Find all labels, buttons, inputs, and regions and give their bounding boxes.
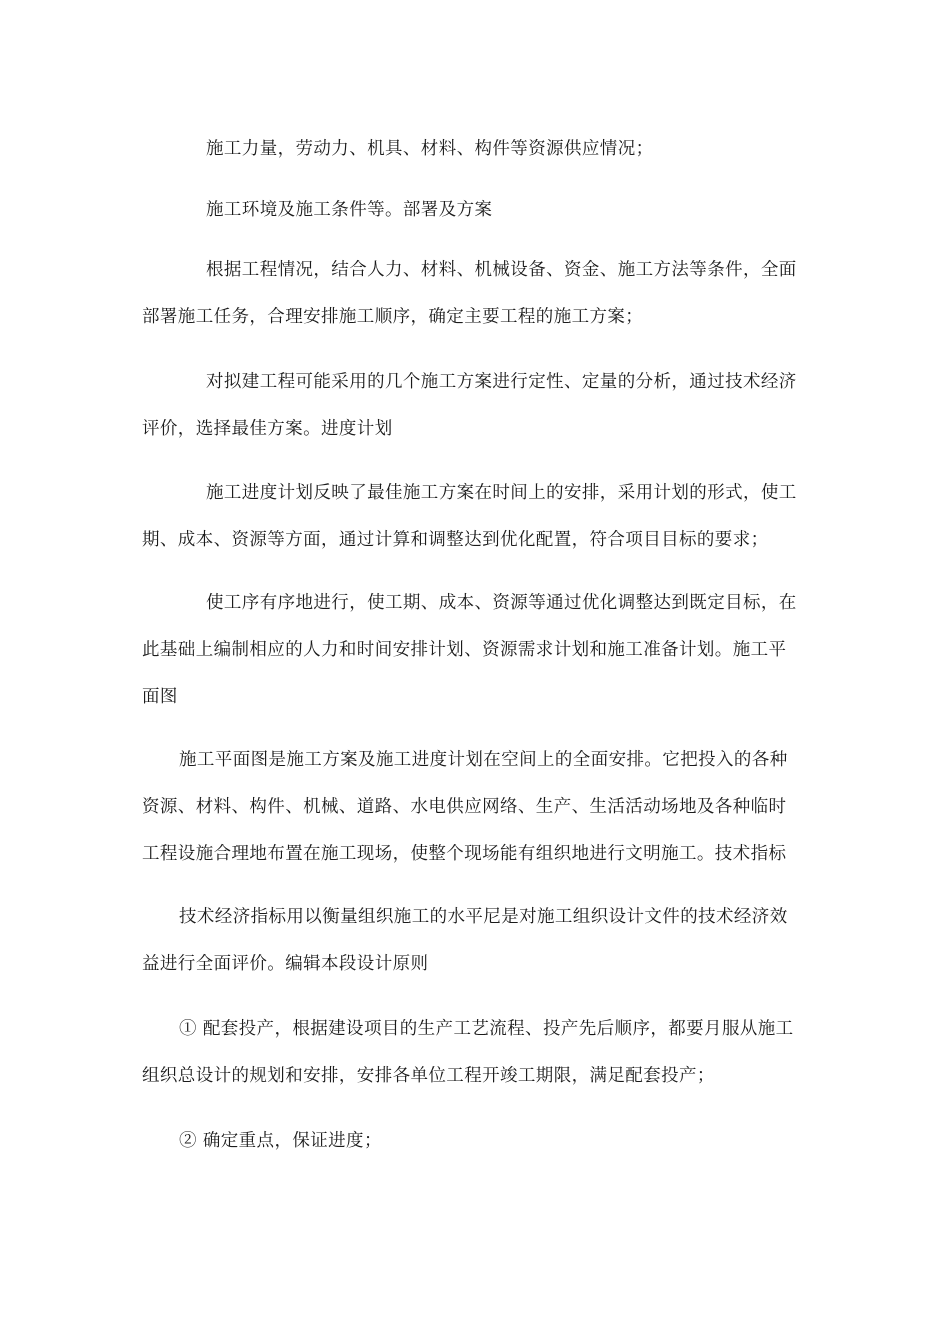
paragraph-3 — [142, 247, 878, 341]
text-line: 对拟建工程可能采用的几个施工方案进行定性、定量的分析，通过技术经济 — [206, 372, 797, 392]
text-line: 部署施工任务，合理安排施工顺序，确定主要工程的施工方案； — [142, 307, 644, 327]
text-line: ① 配套投产，根据建设项目的生产工艺流程、投产先后顺序，都要月服从施工 — [179, 1019, 794, 1039]
text-line: 资源、材料、构件、机械、道路、水电供应网络、生产、生活活动场地及各种临时 — [142, 797, 787, 817]
paragraph-10 — [142, 1118, 851, 1165]
text-line: 施工环境及施工条件等。部署及方案 — [206, 200, 493, 220]
text-line: 施工进度计划反映了最佳施工方案在时间上的安排，采用计划的形式，使工 — [206, 483, 797, 503]
paragraph-5 — [142, 470, 878, 564]
paragraph-9 — [142, 1006, 851, 1100]
paragraph-1 — [142, 126, 878, 173]
text-line: 期、成本、资源等方面，通过计算和调整达到优化配置，符合项目目标的要求； — [142, 530, 769, 550]
paragraph-4 — [142, 359, 878, 453]
text-line: 此基础上编制相应的人力和时间安排计划、资源需求计划和施工准备计划。施工平 — [142, 640, 787, 660]
text-line: 组织总设计的规划和安排，安排各单位工程开竣工期限，满足配套投产； — [142, 1066, 715, 1086]
text-line: 面图 — [142, 687, 178, 707]
text-line: 技术经济指标用以衡量组织施工的水平尼是对施工组织设计文件的技术经济效 — [179, 907, 788, 927]
text-line: 益进行全面评价。编辑本段设计原则 — [142, 954, 429, 974]
paragraph-8 — [142, 894, 851, 988]
text-line: 施工力量，劳动力、机具、材料、构件等资源供应情况； — [206, 139, 654, 159]
paragraph-7 — [142, 737, 851, 878]
text-line: 施工平面图是施工方案及施工进度计划在空间上的全面安排。它把投入的各种 — [179, 750, 788, 770]
paragraph-2 — [142, 187, 878, 234]
text-line: 评价，选择最佳方案。进度计划 — [142, 419, 393, 439]
text-line: 工程设施合理地布置在施工现场，使整个现场能有组织地进行文明施工。技术指标 — [142, 844, 787, 864]
paragraph-6 — [142, 580, 878, 721]
text-line: 根据工程情况，结合人力、材料、机械设备、资金、施工方法等条件，全面 — [206, 260, 797, 280]
text-line: 使工序有序地进行，使工期、成本、资源等通过优化调整达到既定目标，在 — [206, 593, 797, 613]
text-line: ② 确定重点，保证进度； — [179, 1131, 382, 1151]
